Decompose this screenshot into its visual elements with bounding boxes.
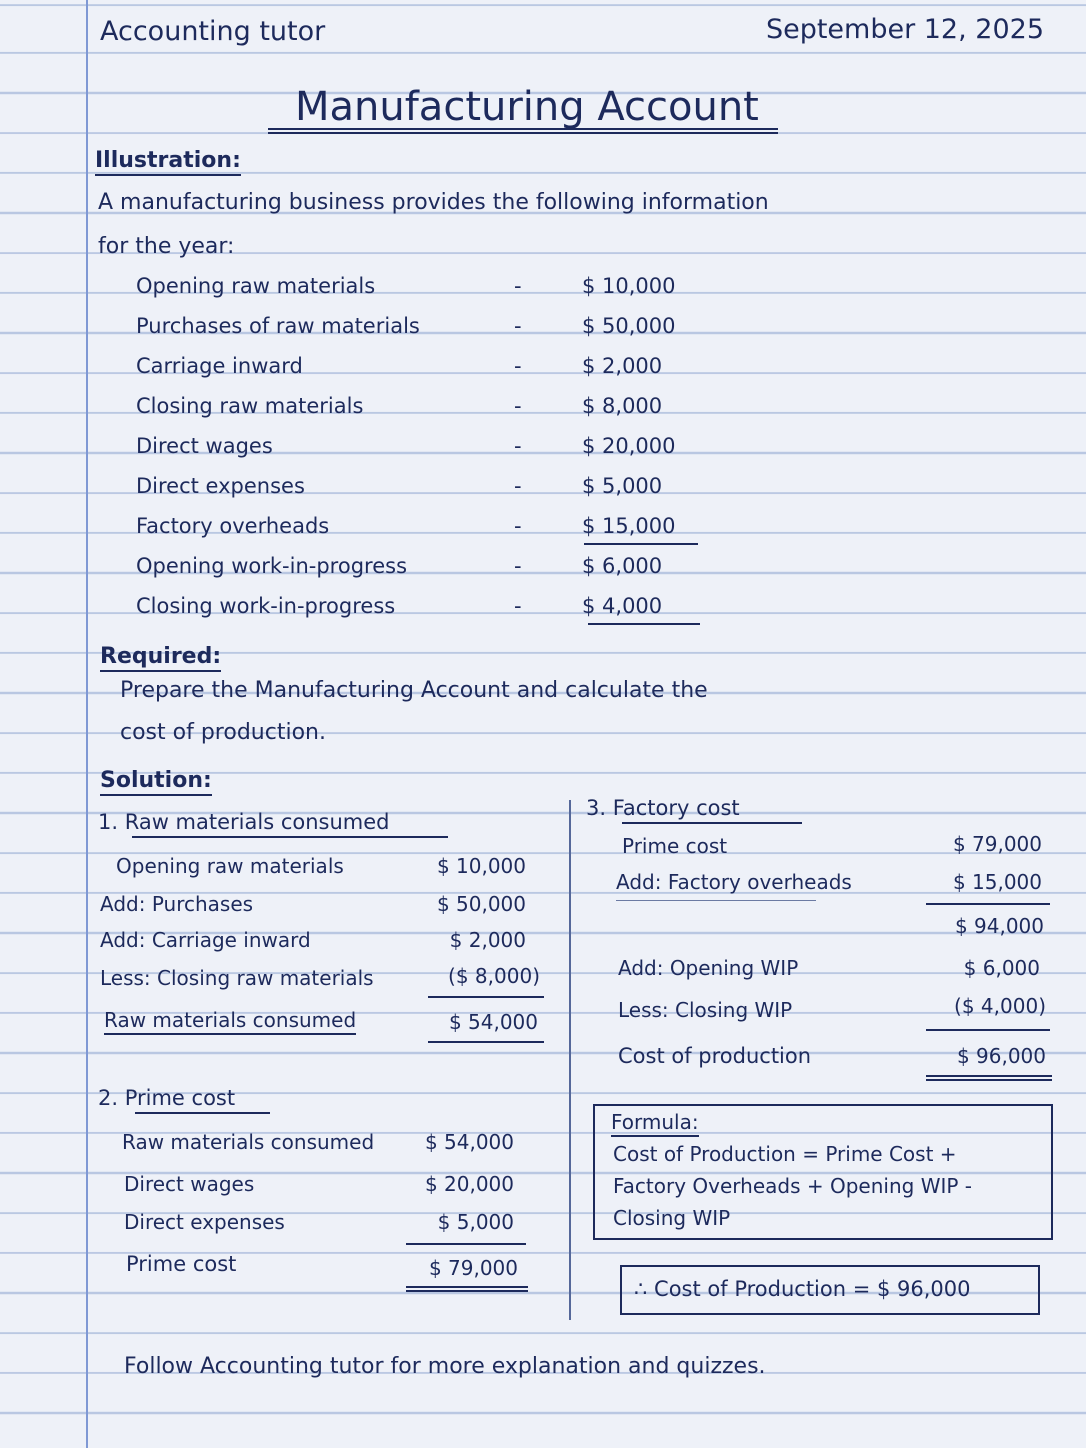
illustration-item-label: Opening raw materials xyxy=(136,274,376,298)
illustration-intro-line1: A manufacturing business provides the following information xyxy=(98,190,769,215)
raw-materials-row-value: $ 10,000 xyxy=(436,854,526,878)
raw-materials-total-label: Raw materials consumed xyxy=(104,1008,356,1035)
title-double-underline xyxy=(268,128,778,134)
illustration-item-value: $ 15,000 xyxy=(582,514,676,538)
illustration-item-value: $ 10,000 xyxy=(582,274,676,298)
conclusion-box xyxy=(620,1265,1040,1315)
notebook-margin-line xyxy=(86,0,88,1448)
factory-cost-label-rule xyxy=(616,900,816,901)
prime-cost-row-label: Direct wages xyxy=(124,1172,255,1196)
factory-cost-row2-label: Less: Closing WIP xyxy=(618,998,793,1022)
solution-heading: Solution: xyxy=(100,768,212,796)
factory-cost-wip-rule xyxy=(926,1029,1050,1031)
illustration-item-label: Closing raw materials xyxy=(136,394,364,418)
factory-cost-row-label: Prime cost xyxy=(622,834,728,858)
prime-cost-row-value: $ 54,000 xyxy=(424,1130,514,1154)
illustration-dash: - xyxy=(514,314,522,338)
formula-line2: Factory Overheads + Opening WIP - xyxy=(613,1174,973,1198)
factory-cost-subtotal: $ 94,000 xyxy=(954,914,1044,938)
factory-cost-subtotal-rule xyxy=(926,903,1050,905)
illustration-dash: - xyxy=(514,474,522,498)
page-title: Manufacturing Account xyxy=(295,84,759,130)
raw-materials-row-label: Less: Closing raw materials xyxy=(100,966,374,990)
prime-cost-heading: 2. Prime cost xyxy=(98,1086,236,1110)
illustration-dash: - xyxy=(514,434,522,458)
prime-cost-total-label: Prime cost xyxy=(126,1252,237,1276)
illustration-item-value: $ 6,000 xyxy=(582,554,663,578)
formula-heading: Formula: xyxy=(611,1110,699,1137)
factory-cost-row2-label: Add: Opening WIP xyxy=(618,956,799,980)
raw-materials-row-value: $ 50,000 xyxy=(436,892,526,916)
brand-label: Accounting tutor xyxy=(100,16,326,47)
factory-cost-heading-underline xyxy=(622,822,802,824)
illustration-item-value: $ 8,000 xyxy=(582,394,663,418)
formula-box xyxy=(593,1104,1053,1240)
illustration-item-value: $ 4,000 xyxy=(582,594,663,618)
required-line2: cost of production. xyxy=(120,720,326,745)
factory-cost-row-value: $ 15,000 xyxy=(952,870,1042,894)
illustration-item-value: $ 50,000 xyxy=(582,314,676,338)
raw-materials-heading: 1. Raw materials consumed xyxy=(98,810,390,834)
raw-materials-row-value: $ 2,000 xyxy=(449,928,526,952)
prime-cost-total-value: $ 79,000 xyxy=(428,1256,518,1280)
raw-materials-row-label: Add: Purchases xyxy=(100,892,254,916)
illustration-dash: - xyxy=(514,354,522,378)
illustration-item-label: Factory overheads xyxy=(136,514,330,538)
illustration-item-label: Opening work-in-progress xyxy=(136,554,408,578)
illustration-item-value: $ 20,000 xyxy=(582,434,676,458)
footer-note: Follow Accounting tutor for more explanation and quizzes. xyxy=(124,1354,766,1379)
factory-cost-row-label: Add: Factory overheads xyxy=(616,870,852,894)
factory-cost-row2-value: ($ 4,000) xyxy=(954,994,1046,1018)
prime-cost-heading-underline xyxy=(135,1112,270,1114)
illustration-heading: Illustration: xyxy=(95,148,241,176)
cost-of-production-value: $ 96,000 xyxy=(956,1044,1046,1068)
raw-materials-row-label: Opening raw materials xyxy=(116,854,344,878)
illustration-dash: - xyxy=(514,514,522,538)
prime-cost-total-double-rule xyxy=(406,1286,528,1292)
illustration-intro-line2: for the year: xyxy=(98,234,235,259)
raw-materials-heading-underline xyxy=(132,836,448,838)
page-date: September 12, 2025 xyxy=(765,14,1044,45)
cost-of-production-double-rule xyxy=(926,1075,1052,1081)
required-line1: Prepare the Manufacturing Account and calculate the xyxy=(120,678,708,703)
illustration-value-underline xyxy=(588,623,700,625)
illustration-dash: - xyxy=(514,394,522,418)
conclusion-text: ∴ Cost of Production = $ 96,000 xyxy=(634,1277,971,1301)
cost-of-production-label: Cost of production xyxy=(618,1044,812,1068)
illustration-dash: - xyxy=(514,274,522,298)
prime-cost-row-label: Raw materials consumed xyxy=(122,1130,375,1154)
prime-cost-subtotal-rule xyxy=(406,1243,526,1245)
illustration-dash: - xyxy=(514,554,522,578)
required-heading: Required: xyxy=(100,644,221,672)
factory-cost-row-value: $ 79,000 xyxy=(952,832,1042,856)
raw-materials-row-label: Add: Carriage inward xyxy=(100,928,311,952)
raw-materials-total-value: $ 54,000 xyxy=(448,1010,538,1034)
factory-cost-heading: 3. Factory cost xyxy=(586,796,740,820)
factory-cost-row2-value: $ 6,000 xyxy=(963,956,1040,980)
formula-line3: Closing WIP xyxy=(613,1206,731,1230)
illustration-item-label: Direct expenses xyxy=(136,474,305,498)
prime-cost-row-label: Direct expenses xyxy=(124,1210,285,1234)
raw-materials-subtotal-rule xyxy=(428,996,544,998)
prime-cost-row-value: $ 20,000 xyxy=(424,1172,514,1196)
illustration-item-label: Carriage inward xyxy=(136,354,303,378)
illustration-item-label: Direct wages xyxy=(136,434,273,458)
raw-materials-total-rule xyxy=(428,1041,544,1043)
illustration-item-label: Closing work-in-progress xyxy=(136,594,396,618)
illustration-value-underline xyxy=(584,543,698,545)
raw-materials-row-value: ($ 8,000) xyxy=(448,964,540,988)
illustration-item-label: Purchases of raw materials xyxy=(136,314,420,338)
illustration-dash: - xyxy=(514,594,522,618)
illustration-item-value: $ 2,000 xyxy=(582,354,663,378)
solution-column-divider xyxy=(569,800,571,1320)
illustration-item-value: $ 5,000 xyxy=(582,474,663,498)
prime-cost-row-value: $ 5,000 xyxy=(437,1210,514,1234)
formula-line1: Cost of Production = Prime Cost + xyxy=(613,1142,957,1166)
